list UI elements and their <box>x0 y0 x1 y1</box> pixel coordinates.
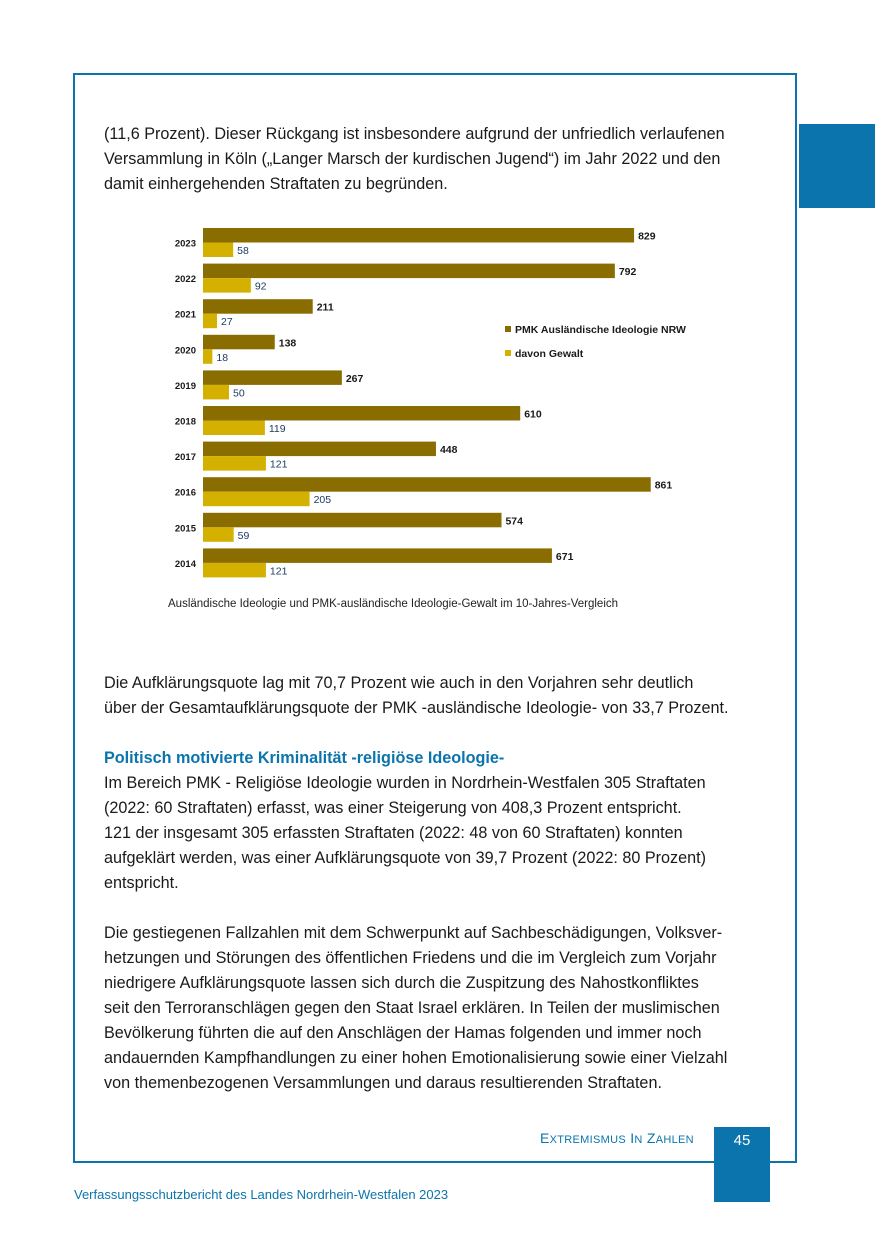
bar-violence <box>203 243 233 258</box>
data-label: 792 <box>618 266 637 279</box>
bar-total <box>203 264 615 279</box>
text-line: aufgeklärt werden, was einer Aufklärungsquote von 39,7 Prozent (2022: 80 Prozent) <box>104 849 707 867</box>
data-label: 121 <box>269 458 288 471</box>
bar-violence <box>203 314 217 329</box>
text-line: (2022: 60 Straftaten) erfasst, was einer Steigerung von 408,3 Prozent entspricht. <box>104 799 682 817</box>
bar-chart <box>160 222 720 587</box>
year-label: 2021 <box>174 309 196 321</box>
year-label: 2014 <box>174 558 196 570</box>
title-initial: E <box>540 1130 550 1146</box>
religious-ideology-paragraph <box>104 771 784 896</box>
bar-violence <box>203 421 265 436</box>
publication-title: Verfassungsschutzbericht des Landes Nordrhein-Westfalen 2023 <box>74 1187 449 1202</box>
bar-violence <box>203 456 266 471</box>
title-initial: I <box>630 1130 635 1146</box>
bar-total <box>203 513 501 528</box>
intro-paragraph <box>104 122 784 197</box>
legend-swatch <box>505 350 511 356</box>
section-heading: Politisch motivierte Kriminalität -religiöse Ideologie- <box>104 749 505 767</box>
data-label: 574 <box>505 515 524 528</box>
data-label: 267 <box>345 372 364 385</box>
data-label: 121 <box>269 565 288 578</box>
data-label: 671 <box>555 550 574 563</box>
bar-violence <box>203 278 251 293</box>
chapter-tab-marker <box>799 124 875 208</box>
year-label: 2022 <box>174 274 196 286</box>
bar-violence <box>203 385 229 400</box>
data-label: 205 <box>313 494 332 507</box>
bar-total <box>203 442 436 457</box>
year-label: 2019 <box>174 380 196 392</box>
text-line: damit einhergehenden Straftaten zu begründen. <box>104 175 448 193</box>
bar-total <box>203 370 342 385</box>
title-initial: Z <box>646 1130 656 1146</box>
bar-violence <box>203 492 310 507</box>
year-label: 2015 <box>174 523 196 535</box>
bar-violence <box>203 527 234 542</box>
data-label: 829 <box>638 230 656 243</box>
data-label: 59 <box>237 529 250 542</box>
bar-total <box>203 228 634 243</box>
data-label: 119 <box>268 423 286 435</box>
legend-label: PMK Ausländische Ideologie NRW <box>515 324 686 336</box>
text-line: Die Aufklärungsquote lag mit 70,7 Prozent wie auch in den Vorjahren sehr deutlich <box>104 674 694 692</box>
data-label: 861 <box>654 479 673 492</box>
title-smallcaps: N <box>634 1134 643 1146</box>
data-label: 58 <box>237 245 249 257</box>
case-increase-paragraph <box>104 921 784 1096</box>
text-line: über der Gesamtaufklärungsquote der PMK -ausländische Ideologie- von 33,7 Prozent. <box>104 699 729 717</box>
year-label: 2018 <box>174 416 196 428</box>
year-label: 2023 <box>174 238 196 250</box>
legend-swatch <box>505 326 511 332</box>
chart-caption: Ausländische Ideologie und PMK-ausländische Ideologie-Gewalt im 10-Jahres-Vergleich <box>168 598 619 610</box>
bar-total <box>203 406 520 421</box>
text-line: 121 der insgesamt 305 erfassten Straftaten (2022: 48 von 60 Straftaten) konnten <box>104 824 683 842</box>
clearance-rate-paragraph <box>104 671 784 721</box>
bar-total <box>203 335 275 350</box>
text-line: von themenbezogenen Versammlungen und daraus resultierenden Straftaten. <box>104 1074 662 1092</box>
text-line: Die gestiegenen Fallzahlen mit dem Schwerpunkt auf Sachbeschädigungen, Volksver- <box>104 924 723 942</box>
text-line: seit den Terroranschlägen gegen den Staat Israel erklären. In Teilen der muslimischen <box>104 999 720 1017</box>
data-label: 138 <box>278 337 297 350</box>
legend-label: davon Gewalt <box>515 348 584 360</box>
title-smallcaps: AHLEN <box>655 1134 694 1146</box>
text-line: Bevölkerung führten die auf den Anschlägen der Hamas folgenden und immer noch <box>104 1024 702 1042</box>
year-label: 2016 <box>174 487 196 499</box>
text-line: andauernden Kampfhandlungen zu einer hohen Emotionalisierung sowie einer Vielzahl <box>104 1049 728 1067</box>
bar-violence <box>203 563 266 578</box>
data-label: 448 <box>439 444 458 457</box>
bar-total <box>203 299 313 314</box>
bar-total <box>203 548 552 563</box>
text-line: hetzungen und Störungen des öffentlichen Friedens und die im Vergleich zum Vorjahr <box>104 949 717 967</box>
text-line: Im Bereich PMK - Religiöse Ideologie wurden in Nordrhein-Westfalen 305 Straftaten <box>104 774 706 792</box>
text-line: Versammlung in Köln („Langer Marsch der kurdischen Jugend“) im Jahr 2022 und den <box>104 150 721 168</box>
text-line: (11,6 Prozent). Dieser Rückgang ist insbesondere aufgrund der unfriedlich verlaufenen <box>104 125 725 143</box>
data-label: 18 <box>216 351 229 364</box>
text-line: niedrigere Aufklärungsquote lassen sich durch die Zuspitzung des Nahostkonfliktes <box>104 974 699 992</box>
data-label: 27 <box>221 316 233 329</box>
year-label: 2020 <box>174 345 196 357</box>
data-label: 610 <box>524 408 542 421</box>
data-label: 92 <box>254 280 267 293</box>
text-line: entspricht. <box>104 874 179 892</box>
footer-section-title <box>540 1130 694 1146</box>
bar-total <box>203 477 651 492</box>
page-number-box <box>714 1127 770 1202</box>
page-number: 45 <box>733 1132 751 1149</box>
bar-violence <box>203 349 212 364</box>
data-label: 211 <box>316 301 334 314</box>
data-label: 50 <box>233 387 245 400</box>
year-label: 2017 <box>174 452 196 464</box>
title-smallcaps: XTREMISMUS <box>549 1134 626 1146</box>
